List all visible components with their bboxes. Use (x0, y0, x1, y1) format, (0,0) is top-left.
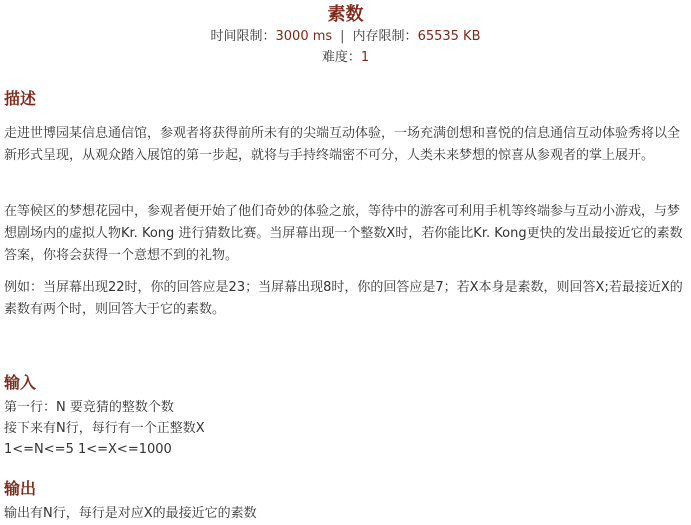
input-line-1: 第一行：N 要竞猜的整数个数 (4, 400, 174, 415)
input-line-3: 1<=N<=5 1<=X<=1000 (4, 442, 172, 457)
input-heading: 输入 (4, 373, 37, 392)
description-paragraph-2: 在等候区的梦想花园中，参观者便开始了他们奇妙的体验之旅，等待中的游客可利用手机等终端参与互动小游戏，与梦想剧场内的虚拟人物Kr. Kong 进行猜数比赛。当屏幕出现一个整数X时，若你能比Kr. Kong更快的发出最接近它的素数答案，你将会获得一个意想不到的礼物。 (4, 204, 683, 263)
limits-bar (0, 28, 691, 46)
time-limit-value: 3000 ms (275, 29, 333, 44)
difficulty-label: 难度： (321, 50, 361, 65)
description-paragraph-3: 例如：当屏幕出现22时，你的回答应是23；当屏幕出现8时，你的回答应是7；若X本身是素数，则回答X;若最接近X的素数有两个时，则回答大于它的素数。 (4, 280, 683, 317)
memory-limit-label: 内存限制： (352, 29, 418, 44)
output-line-1: 输出有N行，每行是对应X的最接近它的素数 (4, 506, 257, 521)
difficulty-value: 1 (360, 50, 370, 65)
description-paragraph-1: 走进世博园某信息通信馆，参观者将获得前所未有的尖端互动体验，一场充满创想和喜悦的信息通信互动体验秀将以全新形式呈现，从观众踏入展馆的第一步起，就将与手持终端密不可分，人类未来梦想的惊喜从参观者的掌上展开。 (4, 126, 681, 163)
input-line-2: 接下来有N行，每行有一个正整数X (4, 421, 205, 436)
description-heading: 描述 (4, 89, 37, 108)
time-limit-label: 时间限制： (210, 29, 276, 44)
output-heading: 输出 (4, 479, 37, 498)
problem-title: 素数 (327, 4, 364, 25)
memory-limit-value: 65535 KB (417, 29, 481, 44)
difficulty (0, 49, 691, 67)
limits-separator: | (340, 29, 345, 44)
